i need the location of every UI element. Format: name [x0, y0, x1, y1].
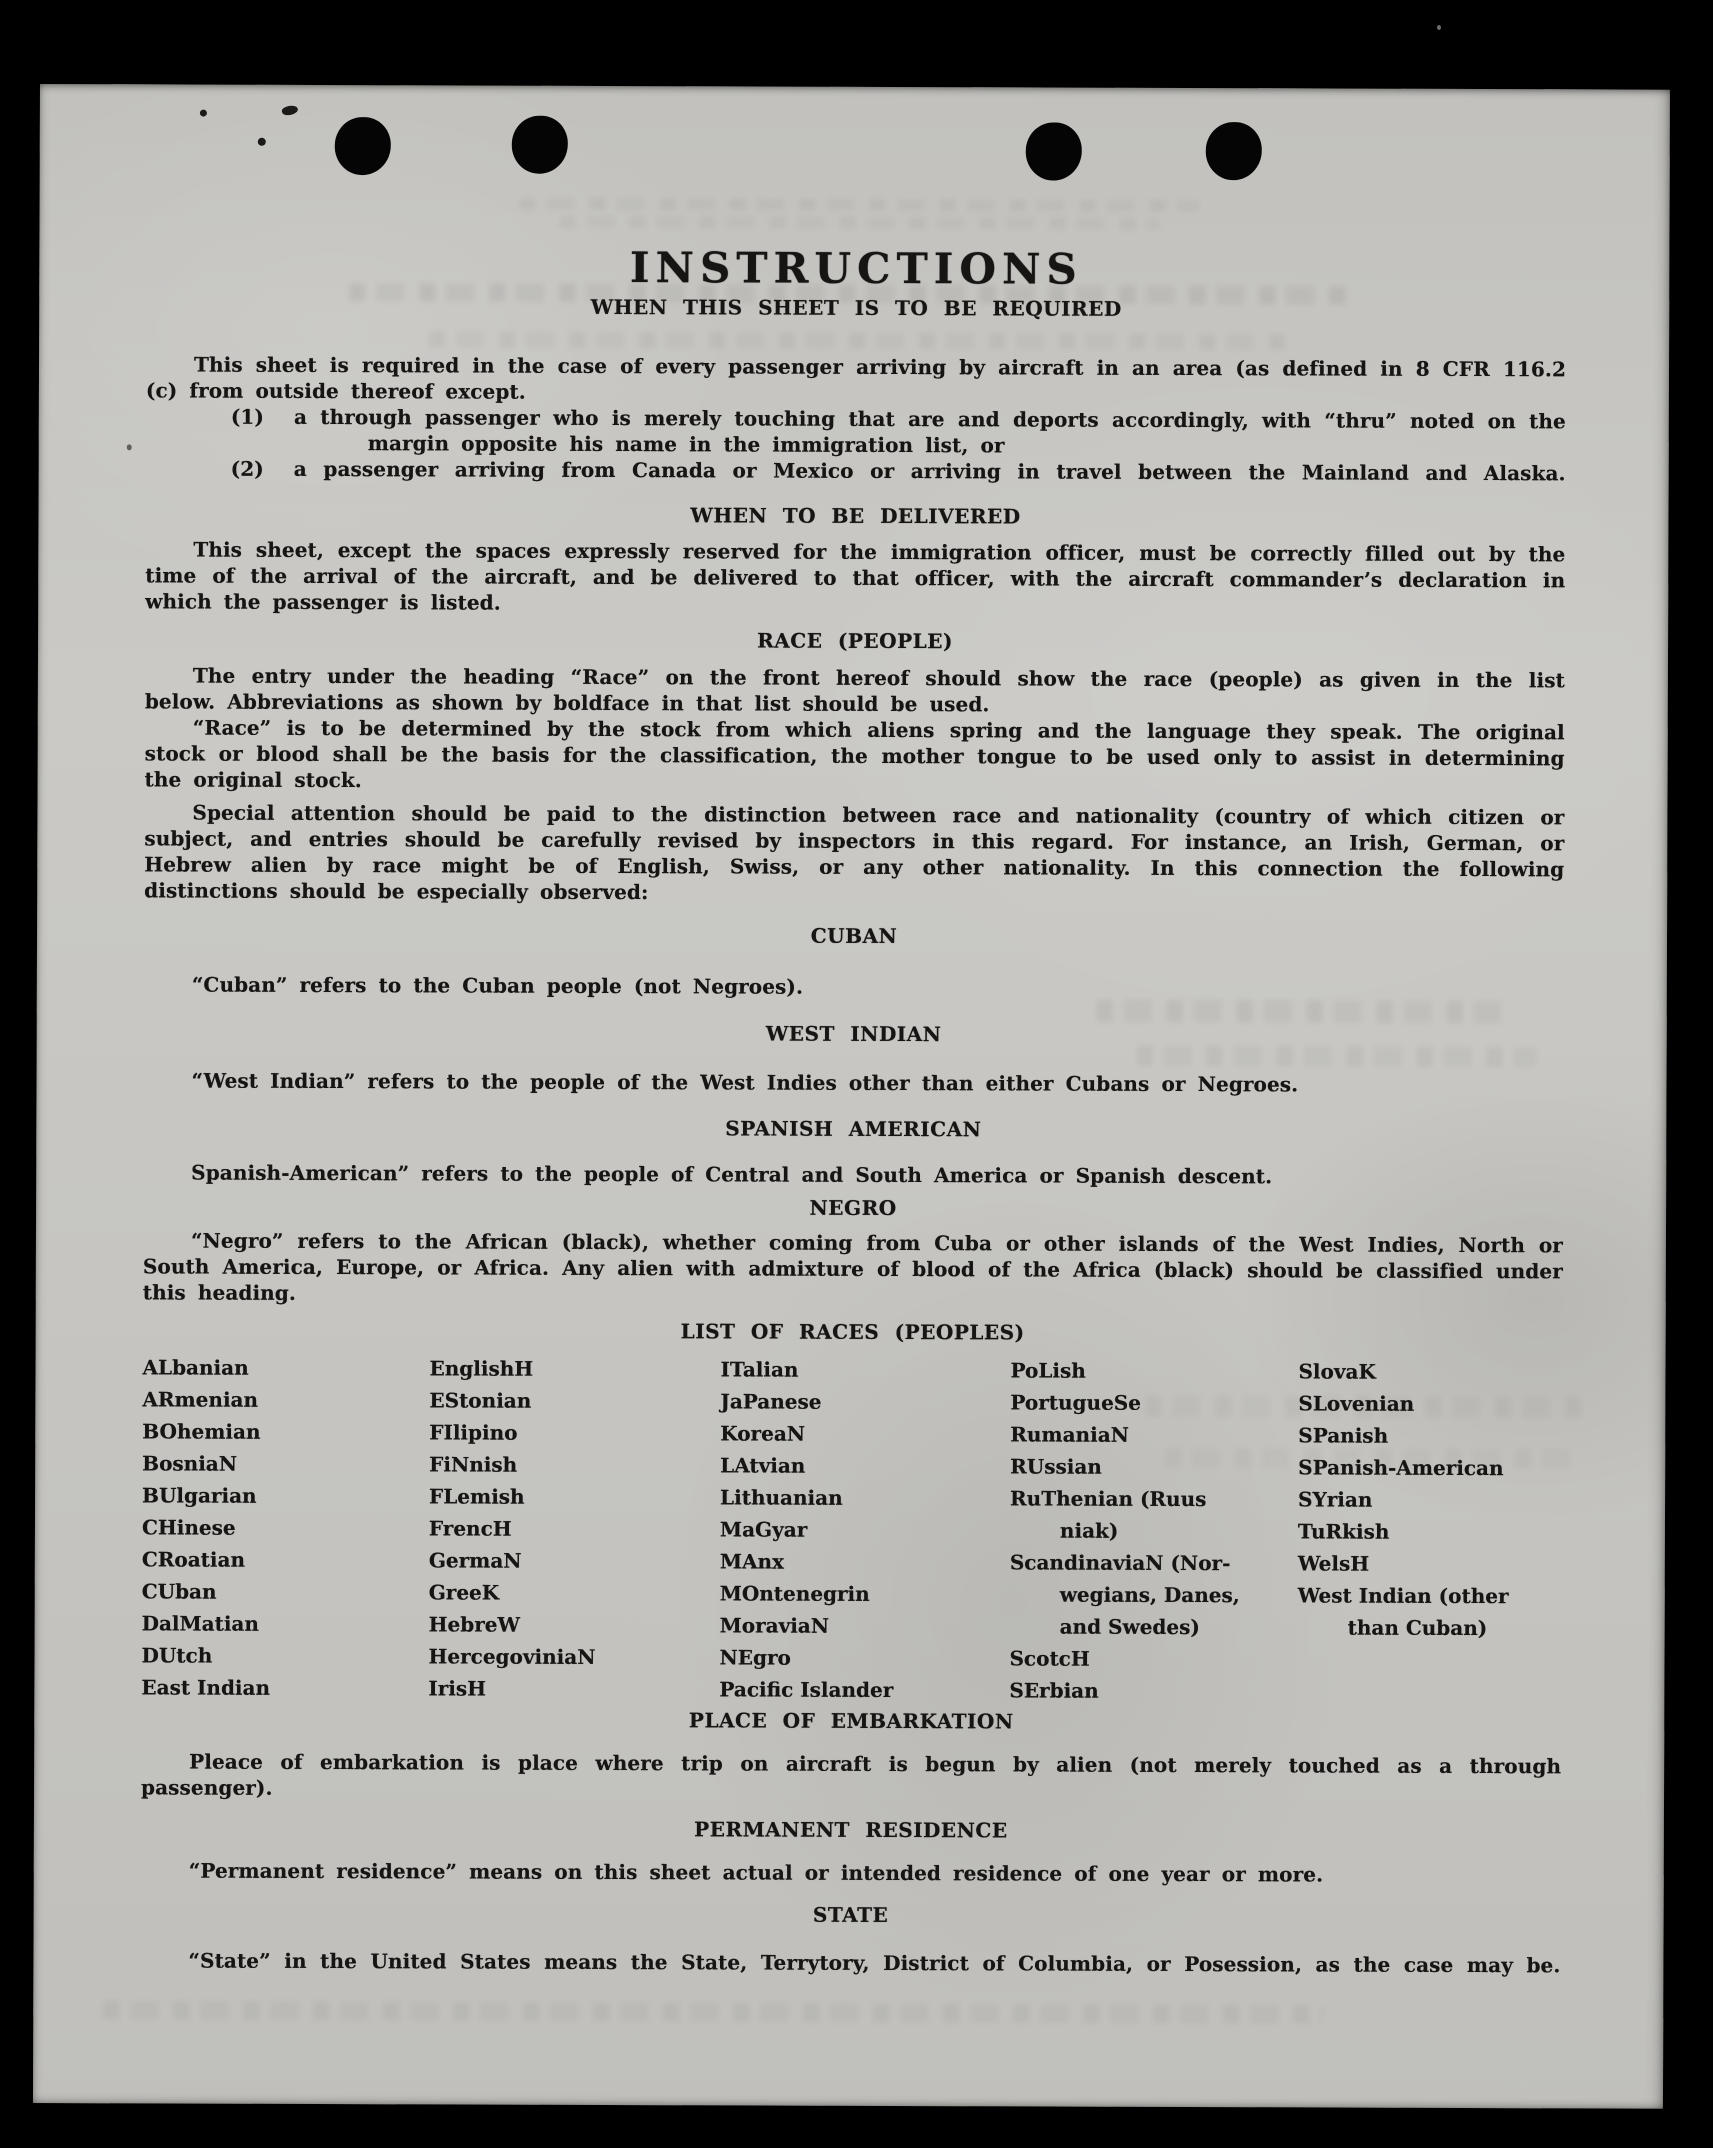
paragraph-residence: “Permanent residence” means on this sheet actual or intended residence of one year or more.: [188, 1858, 1324, 1887]
race-entry: MaGyar: [719, 1517, 808, 1542]
race-entry: LAtvian: [720, 1453, 806, 1478]
list-item-label: (1): [230, 404, 265, 429]
race-entry: TuRkish: [1297, 1519, 1390, 1544]
punch-hole: [335, 117, 391, 175]
race-entry: RUssian: [1010, 1454, 1102, 1479]
document-content: [140, 243, 1566, 1978]
dust-speck: [258, 138, 266, 146]
paragraph-cuban: “Cuban” refers to the Cuban people (not Negroes).: [191, 972, 804, 999]
bleedthrough-smudge: [103, 2001, 1323, 2023]
paragraph-embarkation: Pleace of embarkation is place where trip on aircraft is begun by alien (not merely touched as a through passenger).: [141, 1749, 1562, 1800]
race-entry: ARmenian: [142, 1387, 259, 1412]
paragraph-state: “State” in the United States means the State, Terrytory, District of Columbia, or Posession, as the case may be.: [188, 1948, 1561, 1978]
race-entry: GreeK: [428, 1580, 500, 1605]
race-entry: NEgro: [719, 1645, 791, 1670]
section-heading-negro: NEGRO: [809, 1195, 897, 1220]
race-entry: CUban: [141, 1579, 217, 1604]
race-entry: KoreaN: [720, 1421, 806, 1446]
list-item-text: a through passenger who is merely touching that are and deports accordingly, with “thru” noted on the margin opposite his name in the immigration list, or: [293, 404, 1566, 458]
document-title: INSTRUCTIONS: [629, 243, 1083, 294]
dust-speck: [127, 444, 132, 450]
race-entry: Pacific Islander: [719, 1677, 894, 1702]
race-entry: ALbanian: [142, 1355, 249, 1380]
race-entry: FIlipino: [429, 1420, 518, 1445]
race-entry: EStonian: [429, 1388, 532, 1413]
race-entry: EnglishH: [429, 1356, 534, 1381]
section-heading-required: WHEN THIS SHEET IS TO BE REQUIRED: [590, 294, 1122, 321]
race-entry: SYrian: [1298, 1487, 1373, 1512]
race-entry: SErbian: [1009, 1678, 1099, 1703]
section-heading-race: RACE (PEOPLE): [757, 628, 953, 654]
races-column: [141, 1351, 271, 1703]
race-entry: DalMatian: [141, 1611, 260, 1636]
list-item-label: (2): [230, 456, 264, 481]
paragraph-delivered: This sheet, except the spaces expressly reserved for the immigration officer, must be correctly filled out by the time of the arrival of the aircraft, and be delivered to that officer, with the aircraft commander’s declaration in which the passenger is listed.: [145, 537, 1566, 615]
section-heading-races-list: LIST OF RACES (PEOPLES): [680, 1319, 1025, 1345]
races-column: [1009, 1354, 1240, 1707]
race-entry: CRoatian: [141, 1547, 246, 1572]
dust-speck: [281, 104, 299, 116]
race-entry: RumaniaN: [1010, 1422, 1130, 1447]
paragraph-race-2: “Race” is to be determined by the stock from which aliens spring and the language they speak. The original stock or blood shall be the basis for the classification, the mother tongue to be used only to assist in determining the original stock.: [144, 715, 1565, 793]
race-entry: West Indian (other: [1297, 1583, 1509, 1609]
section-heading-residence: PERMANENT RESIDENCE: [694, 1817, 1008, 1843]
race-entry: SPanish: [1298, 1423, 1389, 1448]
race-entry: FiNnish: [429, 1452, 518, 1477]
section-heading-spanish-american: SPANISH AMERICAN: [725, 1116, 982, 1142]
paragraph-west-indian: “West Indian” refers to the people of the West Indies other than either Cubans or Negroes.: [191, 1068, 1299, 1097]
race-entry: MOntenegrin: [719, 1581, 870, 1606]
section-heading-delivered: WHEN TO BE DELIVERED: [690, 503, 1021, 529]
dust-speck: [200, 110, 207, 117]
list-item-text: a passenger arriving from Canada or Mexico or arriving in travel between the Mainland and Alaska.: [293, 456, 1566, 486]
race-entry: BOhemian: [142, 1419, 261, 1444]
races-column: [1298, 1355, 1510, 1644]
paragraph-required-intro: This sheet is required in the case of every passenger arriving by aircraft in an area (as defined in 8 CFR 116.2 (c) from outside thereof except.: [145, 352, 1567, 404]
paragraph-race-1: The entry under the heading “Race” on the front hereof should show the race (people) as given in the list below. Abbreviations as shown by boldface in that list should be used.: [144, 663, 1565, 717]
race-entry: ScotcH: [1009, 1646, 1090, 1671]
paragraph-spanish-american: Spanish-American” refers to the people of Central and South America or Spanish descent.: [191, 1160, 1273, 1189]
races-grid: [141, 1351, 1562, 1708]
race-entry: DUtch: [141, 1643, 213, 1668]
punch-hole: [1026, 122, 1082, 180]
race-entry: and Swedes): [1059, 1614, 1200, 1640]
race-entry: SLovenian: [1298, 1391, 1415, 1416]
race-entry: BUlgarian: [142, 1483, 257, 1508]
race-entry: niak): [1059, 1518, 1119, 1543]
bleedthrough-smudge: [560, 216, 1160, 230]
race-entry: GermaN: [428, 1548, 522, 1573]
list-item-2: [146, 455, 1566, 486]
race-entry: PortugueSe: [1010, 1390, 1142, 1415]
punch-hole: [512, 116, 568, 174]
section-heading-west-indian: WEST INDIAN: [765, 1021, 942, 1047]
race-entry: than Cuban): [1347, 1615, 1488, 1641]
section-heading-cuban: CUBAN: [810, 923, 898, 948]
dust-speck: [1437, 25, 1441, 30]
race-entry: ScandinaviaN (Nor-: [1009, 1550, 1231, 1576]
race-entry: FrencH: [428, 1516, 512, 1541]
bleedthrough-smudge: [520, 198, 1200, 212]
section-heading-state: STATE: [812, 1902, 889, 1927]
races-column: [428, 1352, 596, 1705]
race-entry: SlovaK: [1298, 1359, 1376, 1384]
race-entry: PoLish: [1010, 1358, 1086, 1383]
race-entry: MAnx: [719, 1549, 785, 1574]
race-entry: RuThenian (Ruus: [1010, 1486, 1207, 1512]
race-entry: Lithuanian: [720, 1485, 843, 1510]
race-entry: SPanish-American: [1298, 1455, 1504, 1481]
race-entry: MoraviaN: [719, 1613, 830, 1638]
race-entry: HercegoviniaN: [428, 1644, 596, 1669]
races-column: [719, 1353, 894, 1706]
list-item-1: [146, 403, 1566, 460]
race-entry: East Indian: [141, 1675, 271, 1700]
paragraph-negro: “Negro” refers to the African (black), whether coming from Cuba or other islands of the West Indies, North or South America, Europe, or Africa. Any alien with admixture of blood of the Africa (black) should be classified under this heading.: [142, 1228, 1563, 1305]
race-entry: WelsH: [1297, 1551, 1370, 1576]
race-entry: JaPanese: [720, 1389, 822, 1414]
race-entry: BosniaN: [142, 1451, 238, 1476]
paragraph-race-3: Special attention should be paid to the distinction between race and nationality (country of which citizen or subject, and entries should be carefully revised by inspectors in this regard. For instance, an Irish, German, or Hebrew alien by race might be of English, Swiss, or any other nationality. In this connection the following distinctions should be especially observed:: [144, 800, 1565, 905]
scanned-sheet: [33, 84, 1670, 2109]
race-entry: wegians, Danes,: [1059, 1582, 1240, 1608]
section-heading-embarkation: PLACE OF EMBARKATION: [688, 1708, 1014, 1734]
race-entry: ITalian: [720, 1357, 799, 1382]
race-entry: FLemish: [429, 1484, 525, 1509]
race-entry: HebreW: [428, 1612, 520, 1637]
race-entry: IrisH: [428, 1676, 487, 1701]
race-entry: CHinese: [141, 1515, 236, 1540]
punch-hole: [1206, 122, 1262, 180]
